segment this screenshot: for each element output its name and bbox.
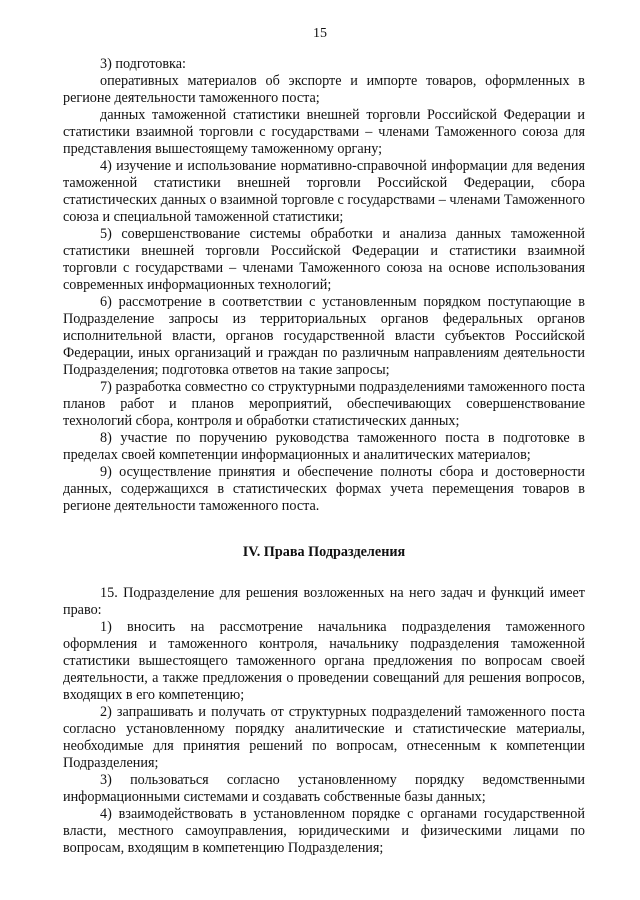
- paragraph: 1) вносить на рассмотрение начальника подразделения таможенного оформления и таможенного контроля, начальнику подразделения таможенной статистики вышестоящего таможенного органа предложения по вопросам своей деятельности, а также предложения о проведении совещаний для решения вопросов, входящих в его компетенцию;: [63, 619, 585, 703]
- paragraph: 4) взаимодействовать в установленном порядке с органами государственной власти, местного самоуправления, юридическими и физическими лицами по вопросам, входящим в компетенцию Подразделения;: [63, 806, 585, 856]
- paragraph: 7) разработка совместно со структурными подразделениями таможенного поста планов работ и планов мероприятий, обеспечивающих совершенствование технологий сбора, контроля и обработки статистических данных;: [63, 379, 585, 429]
- paragraph: 3) пользоваться согласно установленному порядку ведомственными информационными системами и создавать собственные базы данных;: [63, 772, 585, 805]
- paragraph: данных таможенной статистики внешней торговли Российской Федерации и статистики взаимной торговли с государствами – членами Таможенного союза для представления вышестоящему таможенному органу;: [63, 107, 585, 157]
- paragraph: оперативных материалов об экспорте и импорте товаров, оформленных в регионе деятельности таможенного поста;: [63, 73, 585, 106]
- paragraph: 6) рассмотрение в соответствии с установленным порядком поступающие в Подразделение запросы из территориальных органов федеральных органов исполнительной власти, органов государственной власти субъектов Российской Федерации, иных организаций и граждан по различным направлениям деятельности Подразделения; подготовка ответов на такие запросы;: [63, 294, 585, 378]
- paragraph: 8) участие по поручению руководства таможенного поста в подготовке в пределах своей компетенции информационных и аналитических материалов;: [63, 430, 585, 463]
- paragraph: 2) запрашивать и получать от структурных подразделений таможенного поста согласно установленному порядку аналитические и статистические материалы, необходимые для принятия решений по вопросам, отнесенным к компетенции Подразделения;: [63, 704, 585, 771]
- paragraph: 15. Подразделение для решения возложенных на него задач и функций имеет право:: [63, 585, 585, 618]
- paragraph: 9) осуществление принятия и обеспечение полноты сбора и достоверности данных, содержащихся в статистических формах учета перемещения товаров в регионе деятельности таможенного поста.: [63, 464, 585, 514]
- paragraph: 4) изучение и использование нормативно-справочной информации для ведения таможенной статистики внешней торговли Российской Федерации, сбора статистических данных о взаимной торговле с государствами – членами Таможенного союза и специальной таможенной статистики;: [63, 158, 585, 225]
- document-body: [63, 56, 585, 857]
- paragraph: 3) подготовка:: [100, 56, 186, 72]
- section-heading: IV. Права Подразделения: [242, 544, 406, 560]
- paragraph: 5) совершенствование системы обработки и анализа данных таможенной статистики внешней торговли Российской Федерации и статистики взаимной торговли с государствами – членами Таможенного союза на основе использования современных информационных технологий;: [63, 226, 585, 293]
- page-number: 15: [313, 26, 327, 41]
